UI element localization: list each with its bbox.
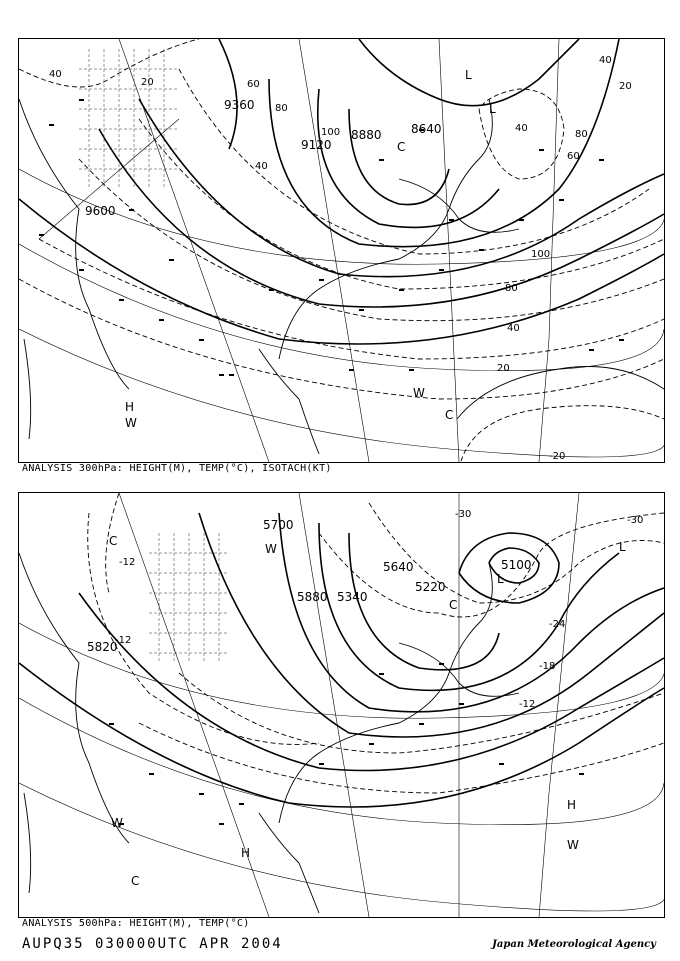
height-label: 5640 (383, 560, 414, 574)
temp-label: -12 (519, 699, 536, 710)
temp-labels (549, 451, 565, 462)
height-label: 5880 (297, 590, 328, 604)
map-panel-300hpa (18, 38, 665, 463)
high-center: H (125, 400, 135, 414)
height-label: 5820 (87, 640, 118, 654)
temp-label: -30 (627, 515, 644, 526)
isotach-label: 100 (531, 249, 551, 260)
isotach-label: 20 (141, 77, 154, 88)
coastline (19, 553, 519, 913)
low-center: L (465, 68, 472, 82)
height-label: 5700 (263, 518, 294, 532)
temp-label: -24 (549, 619, 566, 630)
cold-center: C (397, 140, 406, 154)
temp-label: -30 (455, 509, 472, 520)
isotach-label: 40 (507, 323, 520, 334)
warm-center: W (567, 838, 579, 852)
map-panel-500hpa (18, 492, 665, 918)
isotach-labels (49, 55, 632, 374)
isotach-label: 80 (275, 103, 288, 114)
isotach-label: 80 (575, 129, 588, 140)
graticule (19, 493, 664, 917)
height-label: 9360 (224, 98, 255, 112)
isotach-contours (19, 39, 664, 462)
terrain-hatch (149, 533, 229, 663)
high-center: H (567, 798, 577, 812)
isotach-label: 60 (567, 151, 580, 162)
graticule (19, 39, 664, 462)
isotach-label: 40 (599, 55, 612, 66)
isotach-label: 60 (247, 79, 260, 90)
height-contours (19, 39, 664, 344)
height-label: 5220 (415, 580, 446, 594)
isotach-label: 100 (321, 127, 341, 138)
pressure-centers (109, 534, 626, 888)
low-center: L (619, 540, 626, 554)
agency-credit: Japan Meteorological Agency (492, 939, 656, 950)
height-label: 5340 (337, 590, 368, 604)
temp-label: -12 (115, 635, 132, 646)
isotach-label: 80 (505, 283, 518, 294)
isotach-label: 40 (255, 161, 268, 172)
terrain-hatch (79, 49, 179, 189)
warm-center: W (125, 416, 137, 430)
isotach-label: 20 (619, 81, 632, 92)
height-labels (87, 518, 532, 654)
cold-center: C (131, 874, 140, 888)
warm-center: W (413, 386, 425, 400)
isotach-label: 40 (515, 123, 528, 134)
height-label: 9600 (85, 204, 116, 218)
map-500hpa-svg (19, 493, 664, 917)
warm-center: W (111, 816, 123, 830)
height-label: 8640 (411, 122, 442, 136)
low-center: L (489, 102, 496, 116)
map-300hpa-svg (19, 39, 664, 462)
cold-center: C (109, 534, 118, 548)
cold-center: C (449, 598, 458, 612)
cold-center: C (445, 408, 454, 422)
temp-label: -20 (549, 451, 566, 462)
height-label: 5100 (501, 558, 532, 572)
panel-caption-500hpa: ANALYSIS 500hPa: HEIGHT(M), TEMP(°C) (22, 918, 250, 929)
high-center: H (241, 846, 251, 860)
low-center: L (497, 572, 504, 586)
temp-label: -18 (539, 661, 556, 672)
isotach-label: 20 (497, 363, 510, 374)
isotach-label: 40 (49, 69, 62, 80)
panel-caption-300hpa: ANALYSIS 300hPa: HEIGHT(M), TEMP(°C), ISOTACH(KT) (22, 463, 332, 474)
height-label: 8880 (351, 128, 382, 142)
warm-center: W (265, 542, 277, 556)
height-label: 9120 (301, 138, 332, 152)
product-identifier: AUPQ35 030000UTC APR 2004 (22, 936, 283, 952)
temp-label: -12 (119, 557, 136, 568)
height-contours (19, 513, 664, 807)
temp-labels (115, 509, 643, 710)
station-plots (109, 663, 584, 825)
